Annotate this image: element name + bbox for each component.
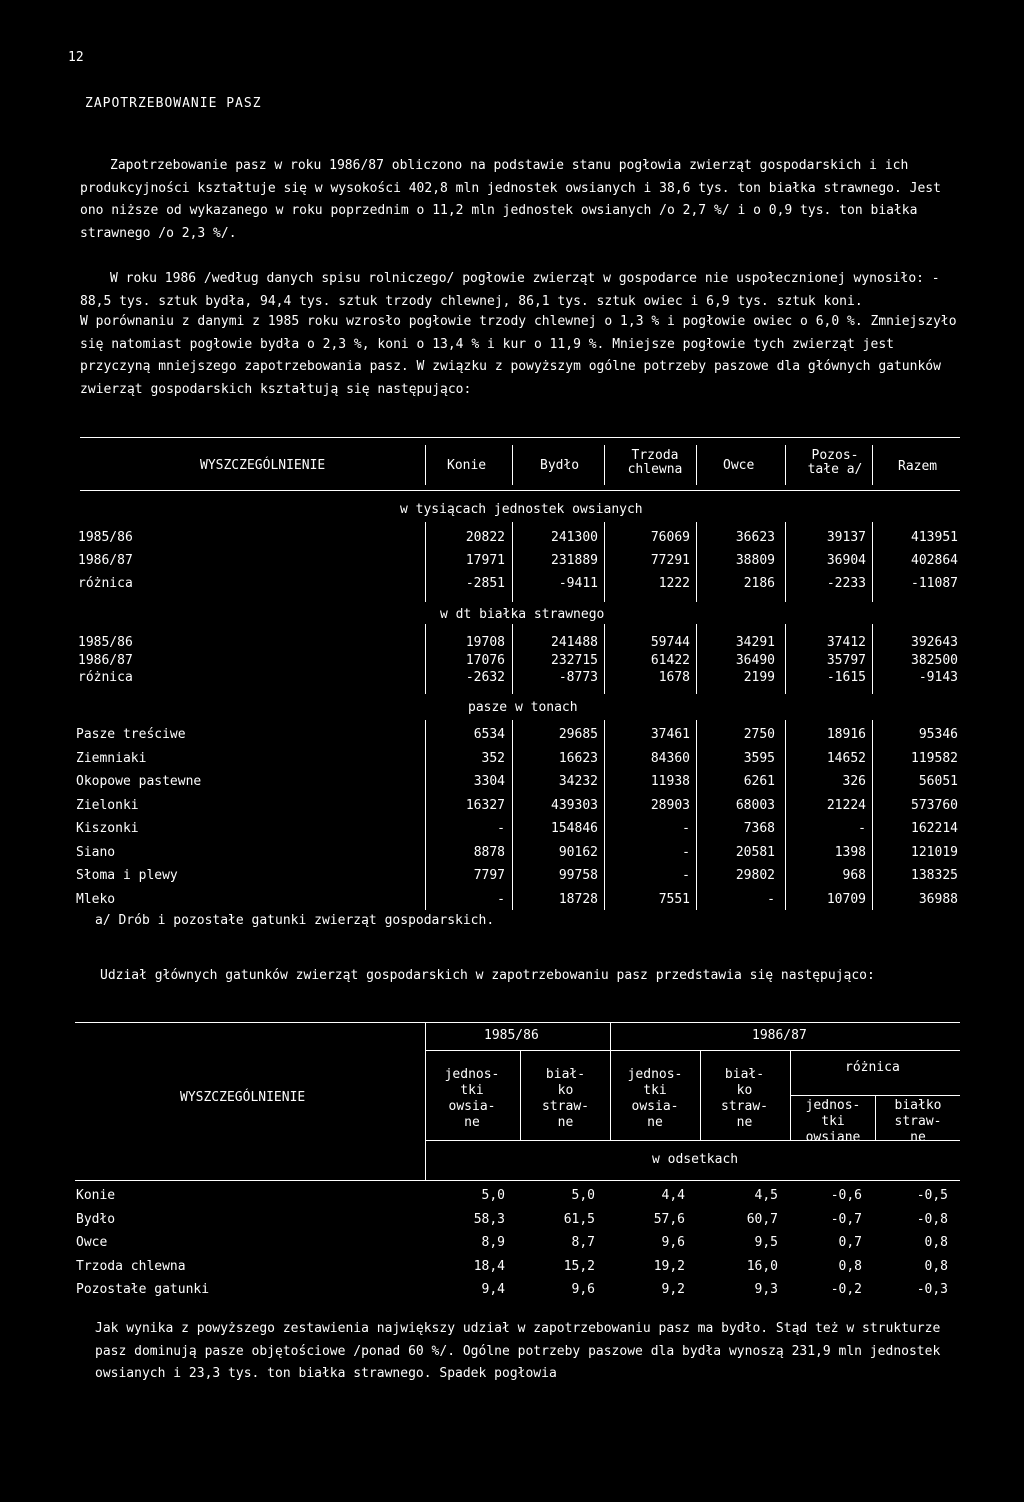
table-cell: 9,3: [754, 1282, 778, 1297]
table1-unit-bialko: w dt białka strawnego: [440, 607, 605, 622]
table1-footnote: a/ Drób i pozostałe gatunki zwierząt gospodarskich.: [95, 913, 495, 928]
table-cell: 39137: [826, 530, 866, 545]
table-cell: 231889: [551, 553, 598, 568]
hdr-line: owsia-: [448, 1099, 496, 1114]
table-cell: 241300: [551, 530, 598, 545]
table-cell: -2632: [465, 670, 505, 685]
row-label: 1986/87: [78, 652, 133, 668]
table-cell: 8,7: [571, 1235, 595, 1250]
row-label: Słoma i plewy: [76, 868, 178, 883]
table-cell: 11938: [650, 774, 690, 789]
hdr-line: straw-: [894, 1114, 942, 1129]
row-label: 1985/86: [78, 635, 133, 650]
table-cell: -11087: [911, 576, 958, 591]
hdr-line: straw-: [542, 1099, 589, 1114]
table-cell: 21224: [826, 797, 866, 813]
table1-header-trzoda-line2: chlewna: [627, 462, 683, 477]
table-cell: 61,5: [563, 1211, 595, 1227]
table-cell: -: [858, 821, 866, 836]
table-cell: 121019: [911, 844, 958, 860]
hdr-line: owsia-: [631, 1099, 679, 1114]
table1-header-pozostale: [800, 449, 870, 477]
table-cell: -0,8: [916, 1211, 948, 1227]
table2-label: WYSZCZEGÓLNIENIE: [180, 1090, 306, 1105]
table-cell: -9143: [918, 670, 958, 685]
table-cell: -0,2: [830, 1282, 862, 1297]
row-label: 1986/87: [78, 553, 133, 568]
table-cell: 0,8: [924, 1235, 948, 1250]
table-cell: 2750: [743, 727, 775, 742]
table1-header-trzoda: [620, 449, 690, 477]
table-cell: 5,0: [571, 1188, 595, 1203]
table-cell: 16,0: [746, 1258, 778, 1274]
row-label: różnica: [78, 670, 133, 685]
table-cell: 18,4: [473, 1258, 505, 1274]
table-cell: -0,6: [830, 1188, 862, 1203]
table-cell: 402864: [911, 553, 958, 568]
table-cell: 9,6: [661, 1235, 685, 1250]
table-cell: 77291: [650, 553, 690, 568]
table-cell: 154846: [551, 821, 598, 836]
table-cell: 0,7: [838, 1235, 862, 1250]
table-cell: 138325: [911, 868, 958, 883]
table-cell: 7797: [473, 868, 505, 883]
row-label: 1985/86: [78, 530, 133, 545]
table-cell: 10709: [826, 891, 866, 907]
hdr-line: ne: [464, 1115, 480, 1130]
table-cell: 6534: [473, 727, 505, 742]
row-label: Konie: [76, 1188, 116, 1203]
table2-bs-1986: [707, 1067, 782, 1131]
table-cell: 76069: [650, 530, 690, 545]
table-cell: 439303: [551, 797, 598, 813]
table-cell: 6261: [743, 774, 775, 789]
table-cell: 29802: [735, 868, 775, 883]
hdr-line: ne: [647, 1115, 663, 1130]
table-cell: 34232: [558, 774, 598, 789]
table-cell: -0,5: [916, 1188, 948, 1203]
table2-jo-1986: [615, 1067, 695, 1131]
paragraph-comparison: W porównaniu z danymi z 1985 roku wzrosło pogłowie trzody chlewnej o 1,3 % i pogłowie owiec o 6,0 %. Zmniejszyło się natomiast pogłowie bydła o 2,3 %, koni o 13,4 % i kur o 11,9 %. Mniejsze pogłowie tych zwierząt jest przyczyną mniejszego zapotrzebowania pasz. W związku z powyższym ogólne potrzeby paszowe dla głównych gatunków zwierząt gospodarskich kształtują się następująco:: [80, 314, 957, 397]
table1-header-trzoda-line1: Trzoda: [631, 448, 679, 463]
table-cell: 19,2: [653, 1258, 685, 1274]
table-cell: 29685: [558, 727, 598, 742]
table-cell: 36623: [735, 530, 775, 545]
table-cell: 392643: [911, 635, 958, 650]
table-cell: 17971: [465, 553, 505, 568]
hdr-line: tki: [460, 1083, 484, 1098]
hdr-line: białko: [894, 1098, 942, 1113]
row-label: Pozostałe gatunki: [76, 1282, 210, 1297]
table-cell: -1615: [826, 670, 866, 685]
table-cell: 9,4: [481, 1282, 505, 1297]
table-cell: 5,0: [481, 1188, 505, 1203]
table-cell: 7368: [743, 821, 775, 836]
table-cell: 99758: [558, 868, 598, 883]
table-cell: 17076: [465, 652, 505, 668]
table-cell: 84360: [650, 750, 690, 766]
table-cell: -8773: [558, 670, 598, 685]
table2-year1: 1985/86: [484, 1028, 539, 1043]
table-cell: 8878: [473, 844, 505, 860]
table-cell: 0,8: [924, 1258, 948, 1274]
table-cell: 95346: [918, 727, 958, 742]
table-cell: 38809: [735, 553, 775, 568]
table-cell: -: [767, 891, 775, 907]
table-cell: -: [682, 868, 690, 883]
table-cell: 1222: [658, 576, 690, 591]
table-cell: 68003: [735, 797, 775, 813]
hdr-line: jednos-: [805, 1098, 861, 1113]
paragraph-conclusion: Jak wynika z powyższego zestawienia największy udział w zapotrzebowaniu pasz ma bydło. Stąd też w strukturze pasz dominują pasze objętościowe /ponad 60 %/. Ogólne potrzeby paszowe dla bydła wynoszą 231,9 mln jednostek owsianych i 23,3 tys. ton białka strawnego. Spadek pogłowia: [95, 1321, 941, 1382]
table-cell: 326: [842, 774, 866, 789]
hdr-line: ko: [557, 1083, 574, 1098]
hdr-line: ko: [736, 1083, 753, 1098]
table-cell: 241488: [551, 635, 598, 650]
table-cell: 0,8: [838, 1258, 862, 1274]
table2-year2: 1986/87: [752, 1028, 807, 1043]
table-cell: 2186: [743, 576, 775, 591]
paragraph-share: Udział głównych gatunków zwierząt gospodarskich w zapotrzebowaniu pasz przedstawia się następująco:: [100, 968, 875, 983]
hdr-line: ne: [557, 1115, 574, 1130]
row-label: Pasze treściwe: [76, 727, 186, 742]
table-cell: 37461: [650, 727, 690, 742]
table1-header-razem: Razem: [898, 459, 938, 474]
table-cell: 352: [481, 750, 505, 766]
table-cell: 4,4: [661, 1188, 685, 1203]
table-cell: 19708: [465, 635, 505, 650]
row-label: Siano: [76, 844, 116, 860]
table-cell: 18916: [826, 727, 866, 742]
table-cell: 36490: [735, 652, 775, 668]
table-cell: -2233: [826, 576, 866, 591]
table-cell: 8,9: [481, 1235, 505, 1250]
table-cell: 9,6: [571, 1282, 595, 1297]
table-cell: 573760: [911, 797, 958, 813]
table-cell: -2851: [465, 576, 505, 591]
table-cell: 1398: [834, 844, 866, 860]
table1-header-pozostale-line2: tałe a/: [807, 462, 863, 477]
row-label: Ziemniaki: [76, 750, 147, 766]
table2-bs-1985: [528, 1067, 603, 1131]
table-cell: 2199: [743, 670, 775, 685]
table1-header-bydlo: Bydło: [540, 458, 580, 473]
row-label: Mleko: [76, 891, 116, 907]
table-cell: 18728: [558, 891, 598, 907]
table-cell: 9,5: [754, 1235, 778, 1250]
table2-diff: różnica: [845, 1060, 900, 1075]
row-label: Bydło: [76, 1211, 116, 1227]
table-cell: -: [497, 821, 505, 836]
row-label: różnica: [78, 576, 133, 591]
table-cell: 90162: [558, 844, 598, 860]
table2-jo-1985: [432, 1067, 512, 1131]
page-number: 12: [68, 50, 84, 65]
table-cell: 37412: [826, 635, 866, 650]
hdr-line: ne: [736, 1115, 753, 1130]
hdr-line: straw-: [721, 1099, 768, 1114]
table-cell: 14652: [826, 750, 866, 766]
table1-unit-tony: pasze w tonach: [468, 700, 578, 715]
table-cell: 16327: [465, 797, 505, 813]
table-cell: 57,6: [653, 1211, 685, 1227]
table1-unit-owsiane: w tysiącach jednostek owsianych: [400, 502, 643, 517]
table1-header-pozostale-line1: Pozos-: [811, 448, 859, 463]
table-cell: 61422: [650, 652, 690, 668]
table-cell: -0,3: [916, 1282, 948, 1297]
table-cell: 59744: [650, 635, 690, 650]
row-label: Okopowe pastewne: [76, 774, 202, 789]
table-cell: 36904: [826, 553, 866, 568]
hdr-line: biał-: [545, 1067, 586, 1082]
paragraph-census: W roku 1986 /według danych spisu rolniczego/ pogłowie zwierząt w gospodarce nie uspołecznionej wynosiło: - 88,5 tys. sztuk bydła, 94,4 tys. sztuk trzody chlewnej, 86,1 tys. sztuk owiec i 6,9 tys. sztuk koni.: [80, 271, 940, 309]
page-heading: ZAPOTRZEBOWANIE PASZ: [85, 96, 262, 111]
table-cell: 34291: [735, 635, 775, 650]
hdr-line: ne: [910, 1130, 926, 1145]
table-cell: 9,2: [661, 1282, 685, 1297]
table1-header-owce: Owce: [723, 458, 755, 473]
hdr-line: jednos-: [444, 1067, 500, 1082]
table-cell: -0,7: [830, 1211, 862, 1227]
table-cell: 3595: [743, 750, 775, 766]
hdr-line: owsiane: [805, 1130, 861, 1145]
table-cell: 232715: [551, 652, 598, 668]
hdr-line: tki: [643, 1083, 667, 1098]
row-label: Trzoda chlewna: [76, 1258, 186, 1274]
table-cell: 28903: [650, 797, 690, 813]
table-cell: 56051: [918, 774, 958, 789]
table-cell: -: [682, 821, 690, 836]
table-cell: 382500: [911, 652, 958, 668]
table-cell: 3304: [473, 774, 505, 789]
table-cell: 1678: [658, 670, 690, 685]
table-cell: 20581: [735, 844, 775, 860]
table-cell: 16623: [558, 750, 598, 766]
row-label: Zielonki: [76, 797, 139, 813]
table-cell: 162214: [911, 821, 958, 836]
table2-jo-diff: [792, 1098, 874, 1146]
table-cell: 7551: [658, 891, 690, 907]
table-cell: 35797: [826, 652, 866, 668]
table-cell: 4,5: [754, 1188, 778, 1203]
paragraph-intro: Zapotrzebowanie pasz w roku 1986/87 obliczono na podstawie stanu pogłowia zwierząt gospodarskich i ich produkcyjności kształtuje się w wysokości 402,8 mln jednostek owsianych i 38,6 tys. ton białka strawnego. Jest ono niższe od wykazanego w roku poprzednim o 11,2 mln jednostek owsianych /o 2,7 %/ i o 0,9 tys. ton białka strawnego /o 2,3 %/.: [80, 158, 941, 241]
hdr-line: biał-: [724, 1067, 765, 1082]
table-cell: 36988: [918, 891, 958, 907]
table-cell: 413951: [911, 530, 958, 545]
table-cell: 968: [842, 868, 866, 883]
row-label: Kiszonki: [76, 821, 139, 836]
table-cell: 58,3: [473, 1211, 505, 1227]
hdr-line: tki: [821, 1114, 845, 1129]
hdr-line: jednos-: [627, 1067, 683, 1082]
table-cell: 60,7: [746, 1211, 778, 1227]
table-cell: 20822: [465, 530, 505, 545]
table-cell: 15,2: [563, 1258, 595, 1274]
row-label: Owce: [76, 1235, 108, 1250]
table1-header-label: WYSZCZEGÓLNIENIE: [200, 458, 326, 473]
table-cell: -9411: [558, 576, 598, 591]
table-cell: -: [682, 844, 690, 860]
table2-unit: w odsetkach: [652, 1152, 739, 1167]
table1-header-konie: Konie: [447, 458, 487, 473]
table-cell: 119582: [911, 750, 958, 766]
table-cell: -: [497, 891, 505, 907]
table2-bs-diff: [878, 1098, 958, 1146]
